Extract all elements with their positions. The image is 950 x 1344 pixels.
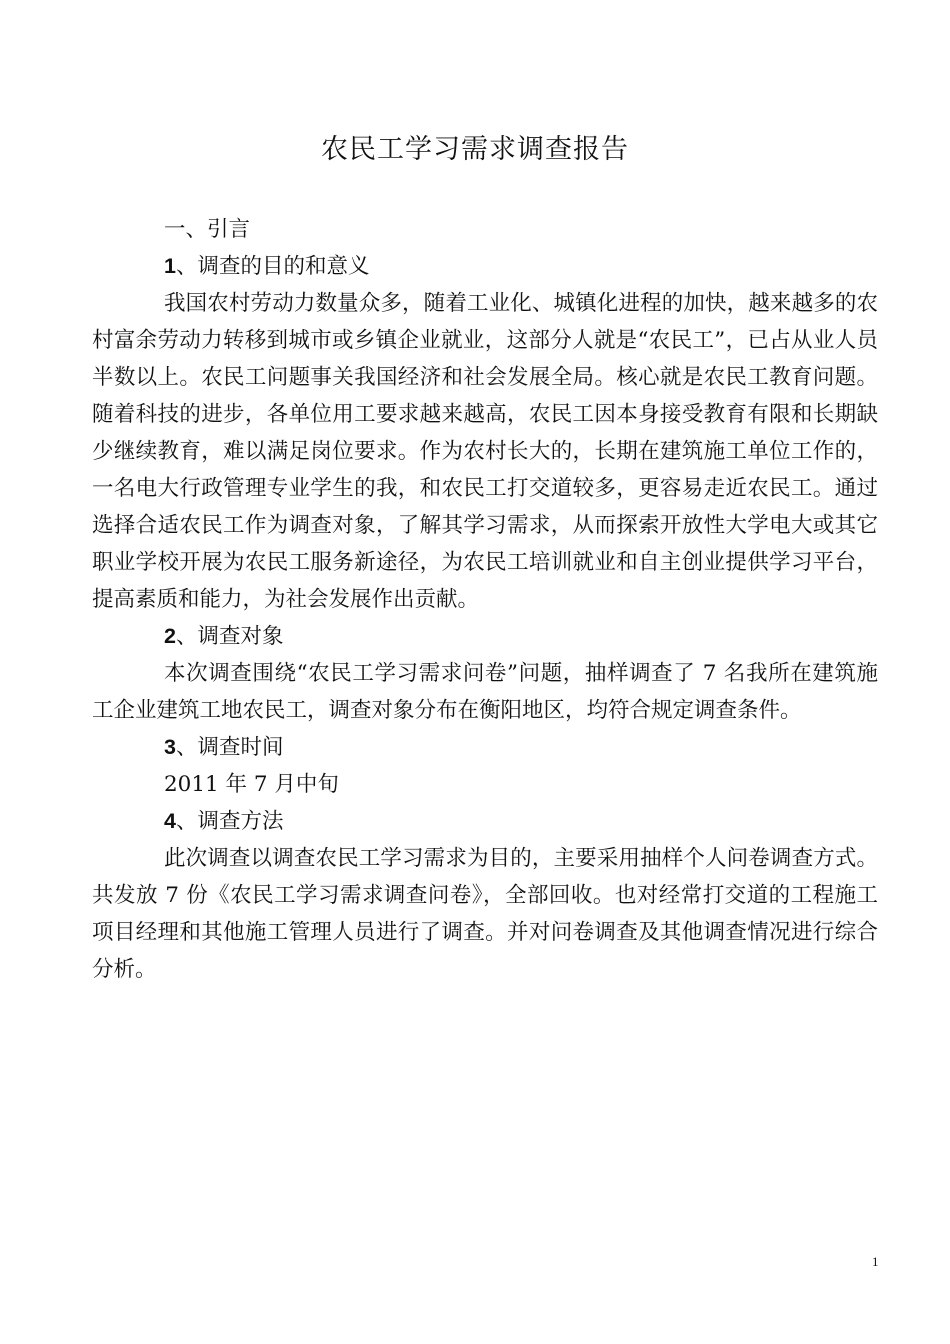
subsection-heading-method (92, 803, 878, 840)
paragraph-method: 此次调查以调查农民工学习需求为目的，主要采用抽样个人问卷调查方式。共发放 7 份《农民工学习需求调查问卷》，全部回收。也对经常打交道的工程施工项目经理和其他施工管理人员进行了调查。并对问卷调查及其他调查情况进行综合分析。 (92, 846, 878, 982)
subsection-heading-subjects (92, 618, 878, 655)
paragraph-subjects: 本次调查围绕“农民工学习需求问卷”问题，抽样调查了 7 名我所在建筑施工企业建筑工地农民工，调查对象分布在衡阳地区，均符合规定调查条件。 (92, 661, 878, 723)
document-body (92, 211, 878, 988)
section-heading-intro: 一、引言 (164, 217, 251, 242)
subsection-number: 3 (164, 735, 176, 759)
document-title: 农民工学习需求调查报告 (321, 134, 629, 165)
subsection-number: 1 (164, 254, 176, 278)
paragraph-purpose: 我国农村劳动力数量众多，随着工业化、城镇化进程的加快，越来越多的农村富余劳动力转移到城市或乡镇企业就业，这部分人就是“农民工”，已占从业人员半数以上。农民工问题事关我国经济和社会发展全局。核心就是农民工教育问题。随着科技的进步，各单位用工要求越来越高，农民工因本身接受教育有限和长期缺少继续教育，难以满足岗位要求。作为农村长大的，长期在建筑施工单位工作的，一名电大行政管理专业学生的我，和农民工打交道较多，更容易走近农民工。通过选择合适农民工作为调查对象，了解其学习需求，从而探索开放性大学电大或其它职业学校开展为农民工服务新途径，为农民工培训就业和自主创业提供学习平台，提高素质和能力，为社会发展作出贡献。 (92, 291, 878, 612)
subsection-number: 2 (164, 624, 176, 648)
page-number: 1 (872, 1254, 879, 1269)
subsection-title: 、调查的目的和意义 (175, 254, 370, 279)
subsection-heading-purpose (92, 248, 878, 285)
survey-time-line: 2011 年 7 月中旬 (164, 772, 339, 797)
subsection-number: 4 (164, 809, 176, 833)
subsection-title: 、调查方法 (175, 809, 284, 834)
subsection-title: 、调查对象 (175, 624, 284, 649)
subsection-heading-time (92, 729, 878, 766)
subsection-title: 、调查时间 (175, 735, 284, 760)
